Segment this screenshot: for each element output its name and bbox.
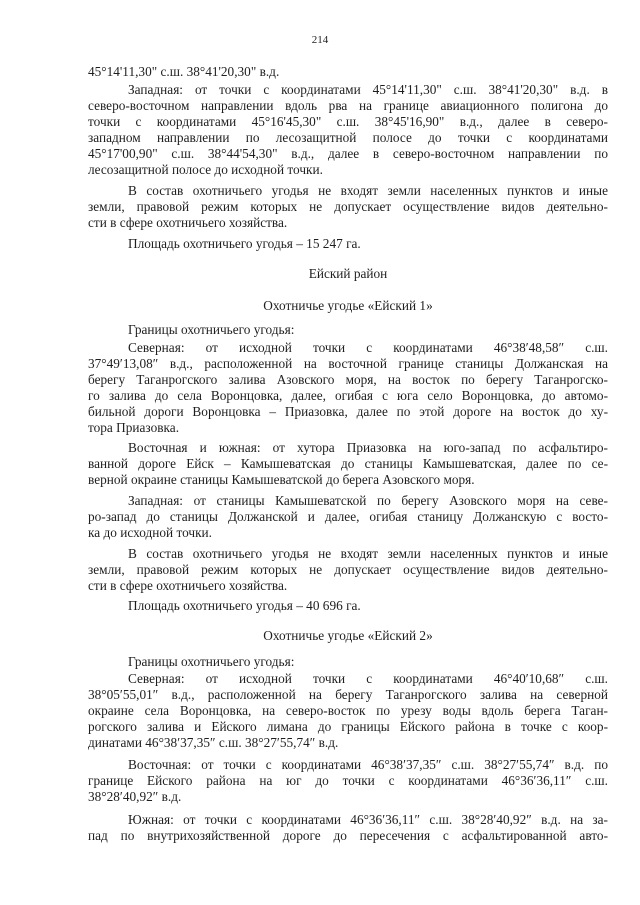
- text-line: западном направлении по лесозащитной полосе до точки с координатами: [88, 130, 608, 145]
- text-line: ка до исходной точки.: [88, 525, 212, 540]
- text-line: Площадь охотничьего угодья – 15 247 га.: [128, 236, 361, 251]
- text-line: окраине села Воронцовка, на северо-восток по урезу воды вдоль берега Таган-: [88, 703, 608, 718]
- text-line: Западная: от станицы Камышеватской по берегу Азовского моря на севе-: [128, 493, 608, 508]
- text-line: 45°17'00,90" с.ш. 38°44'54,30" в.д., далее в северо-восточном направлении по: [88, 146, 608, 161]
- text-line: Восточная: от точки с координатами 46°38′37,35″ с.ш. 38°27′55,74″ в.д. по: [128, 757, 608, 772]
- text-line: земли, правовой режим которых не допускает осуществление видов деятельно-: [88, 562, 608, 577]
- text-line: пад по внутрихозяйственной дороге до пересечения с асфальтированной авто-: [88, 828, 608, 843]
- text-line: сти в сфере охотничьего хозяйства.: [88, 578, 288, 593]
- text-line: берегу Таганрогского залива Азовского моря, на восток по берегу Таганрогско-: [88, 372, 608, 387]
- text-line: В состав охотничьего угодья не входят земли населенных пунктов и иные: [128, 546, 608, 561]
- text-line: Северная: от исходной точки с координатами 46°40′10,68″ с.ш.: [128, 671, 608, 686]
- text-line: Границы охотничьего угодья:: [128, 322, 295, 337]
- text-line: границе Ейского района на юг до точки с координатами 46°36′36,11″ с.ш.: [88, 773, 608, 788]
- text-line: Западная: от точки с координатами 45°14'11,30" с.ш. 38°41'20,30" в.д. в: [128, 82, 608, 97]
- text-line: земли, правовой режим которых не допускает осуществление видов деятельно-: [88, 199, 608, 214]
- text-line: точки с координатами 45°16'45,30" с.ш. 38°45'16,90" в.д., далее в северо-: [88, 114, 608, 129]
- text-line: рогского залива и Ейского лимана до границы Ейского района в точке с коор-: [88, 719, 608, 734]
- text-line: лесозащитной полосе до исходной точки.: [88, 162, 323, 177]
- text-line: 38°05′55,01″ в.д., расположенной на берегу Таганрогского залива на северной: [88, 687, 608, 702]
- text-line: ванной дороге Ейск – Камышеватская до станицы Камышеватская, далее по се-: [88, 456, 608, 471]
- text-line: Границы охотничьего угодья:: [128, 654, 295, 669]
- section-heading: Ейский район: [308, 266, 388, 281]
- text-line: тора Приазовка.: [88, 420, 180, 435]
- text-line: ро-запад до станицы Должанской и далее, огибая станицу Должанскую с восто-: [88, 509, 608, 524]
- text-line: Восточная и южная: от хутора Приазовка на юго-запад по асфальтиро-: [128, 440, 608, 455]
- text-line: бильной дороги Воронцовка – Приазовка, далее по этой дороге на восток до ху-: [88, 404, 608, 419]
- text-line: Площадь охотничьего угодья – 40 696 га.: [128, 598, 361, 613]
- text-line: северо-восточном направлении вдоль рва на границе авиационного полигона до: [88, 98, 608, 113]
- page-number: 214: [311, 34, 329, 46]
- text-line: 38°28′40,92″ в.д.: [88, 789, 182, 804]
- text-line: го залива до села Воронцовка, далее, огибая с юга село Воронцовка, до автомо-: [88, 388, 608, 403]
- text-line: В состав охотничьего угодья не входят земли населенных пунктов и иные: [128, 183, 608, 198]
- text-line: верной окраине станицы Камышеватской до берега Азовского моря.: [88, 472, 475, 487]
- section-heading: Охотничье угодье «Ейский 1»: [263, 298, 433, 313]
- text-line: 37°49′13,08″ в.д., расположенной на восточной границе станицы Должанская на: [88, 356, 608, 371]
- text-line: 45°14'11,30" с.ш. 38°41'20,30" в.д.: [88, 64, 280, 79]
- text-line: Южная: от точки с координатами 46°36′36,11″ с.ш. 38°28′40,92″ в.д. на за-: [128, 812, 608, 827]
- text-line: сти в сфере охотничьего хозяйства.: [88, 215, 288, 230]
- text-line: динатами 46°38′37,35″ с.ш. 38°27′55,74″ в.д.: [88, 735, 339, 750]
- text-line: Северная: от исходной точки с координатами 46°38′48,58″ с.ш.: [128, 340, 608, 355]
- section-heading: Охотничье угодье «Ейский 2»: [263, 628, 433, 643]
